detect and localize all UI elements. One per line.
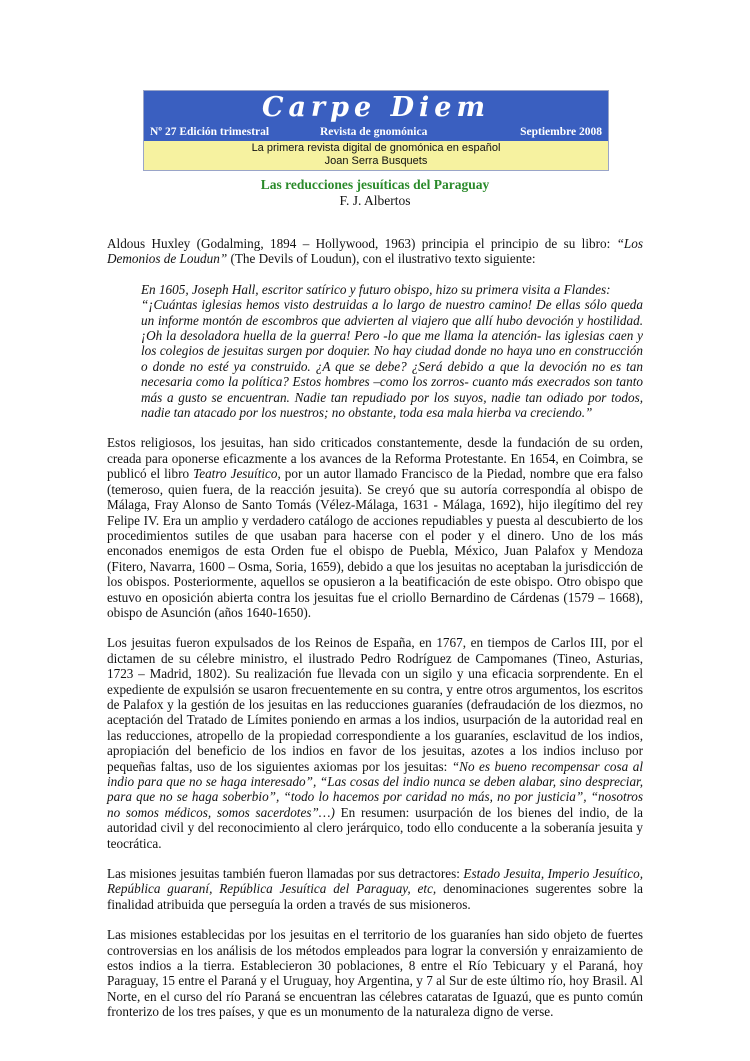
article-author: F. J. Albertos [339,193,411,208]
paragraph-2-text-c: , por un autor llamado Francisco de la Piedad, nombre que era falso (temeroso, quien fuera, de la reacción jesuita). Se creyó que su autoría correspondía al obispo de Málaga, Fray Alonso de Santo Tomás (Vélez-Málaga, 1631 - Málaga, 1692), hijo ilegítimo del rey Felipe IV. Era un amplio y verdadero catálogo de acciones repudiables y puesta al descubierto de los procedimientos sutiles de que usaban para hacerse con el poder y el dinero. Uno de los más enconados enemigos de esta Orden fue el obispo de Puebla, México, Juan Palafox y Mendoza (Fitero, Navarra, 1600 – Osma, Soria, 1659), debido a que los jesuitas no aceptaban la jurisdicción de los obispos. Posteriormente, aquellos se opusieron a la beatificación de este obispo. Otro obispo que estuvo en oposición abierta contra los jesuitas fue el criollo Bernardino de Cárdenas (1579 – 1668), obispo de Asunción (años 1640-1650). [107,466,643,620]
paragraph-2-text-a: Estos religiosos, los jesuitas, han sido criticados constantemente, desde la fundación de su orden, creada para oponerse eficazmente a los avances de la Reforma Protestante. En 1654, en Coimbra, se publicó el libro [107,435,643,482]
paragraph-1-text-a: Aldous Huxley (Godalming, 1894 – Hollywood, 1963) principia el principio de su libro: [107,236,617,251]
cited-book: Teatro Jesuítico [193,466,278,482]
paragraph-1 [107,236,643,267]
paragraph-3 [107,635,643,851]
quote-text: “¡Cuántas iglesias hemos visto destruidas a lo largo de nuestro camino! De ellas sólo queda un informe montón de escombros que advierten al viajero que allí hubo devoción y hostilidad. ¡Oh la desoladora huella de la guerra! Pero -lo que me llama la atención- las iglesias caen y los colegios de jesuitas surgen por doquier. No hay ciudad donde no haya uno en construcción o donde no esté ya construido. ¿A que se debe? ¿Será debido a que la devoción no es tan necesaria como la política? Estos hombres –como los zorros- cuanto más execrados son tanto más a gusto se encuentran. Nadie tan repudiado por los suyos, nadie tan odiado por todos, nadie tan atacado por los nuestros; no obstante, toda esa mala hierba va creciendo.” [141,297,643,421]
issue-date: Septiembre 2008 [520,126,602,138]
article-title: Las reducciones jesuíticas del Paraguay [260,177,490,192]
masthead-band [144,91,608,141]
block-quote [141,282,643,421]
paragraph-2 [107,435,643,620]
paragraph-4-text-c: denominaciones sugerentes sobre la finalidad atribuida que perseguía la orden a través de sus misioneros. [107,881,644,912]
quote-intro: En 1605, Joseph Hall, escritor satírico y futuro obispo, hizo su primera visita a Flandes: [141,281,611,297]
book-title: “Los Demonios de Loudun” [107,236,643,267]
paragraph-4-text-a: Las misiones jesuitas también fueron llamadas por sus detractores: [107,866,464,882]
issue-number: Nº 27 Edición trimestral [150,126,270,138]
paragraph-5: Las misiones establecidas por los jesuitas en el territorio de los guaraníes han sido objeto de fuertes controversias en los análisis de los métodos empleados para lograr la conversión y enraizamiento de estos indios a la tierra. Establecieron 30 poblaciones, 8 entre el Río Tebicuary y el Paraná, hoy Paraguay, 15 entre el Paraná y el Uruguay, hoy Argentina, y 7 al Sur de este último río, hoy Brasil. Al Norte, en el curso del río Paraná se encuentran las célebres cataratas de Iguazú, que es punto común fronterizo de los tres países, y que es un monumento de la naturaleza digno de verse. [107,927,643,1020]
tagline: La primera revista digital de gnomónica en español [251,142,501,154]
detractor-names: Estado Jesuita, Imperio Jesuítico, República guaraní, República Jesuítica del Paraguay, etc, [107,866,644,897]
article-body [107,236,643,1035]
paragraph-1-text-c: (The Devils of Loudun), con el ilustrativo texto siguiente: [227,251,536,267]
paragraph-3-text-c: En resumen: usurpación de los bienes del indio, de la autoridad civil y del reconocimiento al clero jerárquico, todo ello conducente a la soberanía jesuita y teocrática. [107,804,643,851]
magazine-kind: Revista de gnomónica [320,126,428,138]
masthead [143,90,609,171]
editor-name: Joan Serra Busquets [324,155,428,167]
magazine-title: Carpe Diem [261,92,491,123]
jesuit-axioms: “No es bueno recompensar cosa al indio para que no se haga interesado”, “Las cosas del indio nunca se deben alabar, sino despreciar, para que no se haga soberbio”, “todo lo hacemos por caridad no más, no por justicia”, “nosotros no somos médicos, somos sacerdotes”…) [107,758,643,820]
paragraph-3-text-a: Los jesuitas fueron expulsados de los Reinos de España, en 1767, en tiempos de Carlos III, por el dictamen de su célebre ministro, el ilustrado Pedro Rodríguez de Campomanes (Tineo, Asturias, 1723 – Madrid, 1802). Su realización fue llevada con un sigilo y una eficacia sorprendente. En el expediente de expulsión se usaron frecuentemente en su contra, y entre otros argumentos, los escritos de Palafox y la gestión de los jesuitas en las reducciones guaraníes (defraudación de los diezmos, no aceptación del Tratado de Límites poniendo en armas a los indios, usurpación de la autoridad real en las reducciones, atropello de la propiedad correspondiente a los guaraníes, esclavitud de los indios, apropiación del beneficio de los indios en favor de los jesuitas, azotes a los indios incluso por pequeñas faltas, uso de los siguientes axiomas por los jesuitas: [107,635,643,774]
paragraph-4 [107,866,643,912]
masthead-strip [144,141,608,170]
